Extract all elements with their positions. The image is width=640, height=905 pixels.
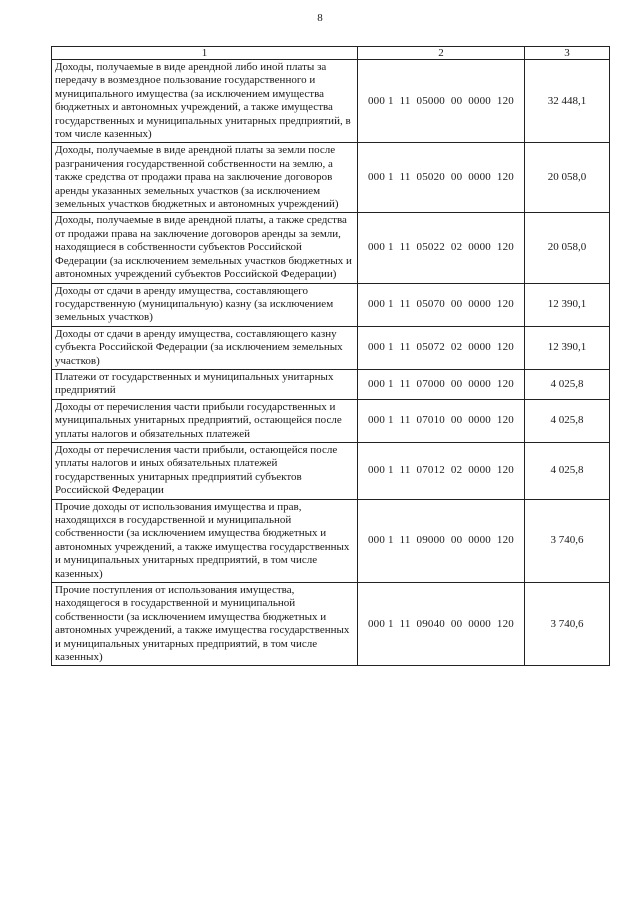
table-row [52,143,610,213]
row-amount: 12 390,1 [525,326,610,369]
column-header: 2 [358,47,525,60]
table-row [52,442,610,499]
table-row [52,213,610,283]
page-number: 8 [317,12,323,24]
table-row [52,283,610,326]
row-code: 000 1 11 05072 02 0000 120 [358,326,525,369]
row-code: 000 1 11 07010 00 0000 120 [358,399,525,442]
row-description: Доходы, получаемые в виде арендной платы за земли после разграничения государственной собственности на землю, а также средства от продажи права на заключение договоров аренды указанных земельных участков (за исключением земельных участков бюджетных и автономных учреждений) [52,143,358,213]
row-code: 000 1 11 07012 02 0000 120 [358,442,525,499]
row-description: Прочие поступления от использования имущества, находящегося в государственной и муниципальной собственности (за исключением имущества бюджетных и автономных учреждений, а также имущества государственных и муниципальных унитарных предприятий, в том числе казенных) [52,583,358,666]
row-code: 000 1 11 05000 00 0000 120 [358,60,525,143]
table-row [52,369,610,399]
row-code: 000 1 11 05070 00 0000 120 [358,283,525,326]
table-row [52,326,610,369]
row-code: 000 1 11 05020 00 0000 120 [358,143,525,213]
row-description: Доходы, получаемые в виде арендной либо иной платы за передачу в возмездное пользование государственного и муниципального имущества (за исключением имущества бюджетных и автономных учреждений, а также имущества государственных и муниципальных унитарных предприятий, в том числе казенных) [52,60,358,143]
row-amount: 20 058,0 [525,213,610,283]
row-amount: 12 390,1 [525,283,610,326]
column-header: 3 [525,47,610,60]
row-description: Доходы, получаемые в виде арендной платы, а также средства от продажи права на заключение договоров аренды за земли, находящиеся в собственности субъектов Российской Федерации (за исключением земельных участков бюджетных и автономных учреждений субъектов Российской Федерации) [52,213,358,283]
row-amount: 3 740,6 [525,583,610,666]
row-description: Доходы от перечисления части прибыли, остающейся после уплаты налогов и иных обязательных платежей государственных унитарных предприятий субъектов Российской Федерации [52,442,358,499]
row-description: Прочие доходы от использования имущества и прав, находящихся в государственной и муниципальной собственности (за исключением имущества бюджетных и автономных учреждений, а также имущества государственных и муниципальных унитарных предприятий, в том числе казенных) [52,499,358,582]
row-amount: 20 058,0 [525,143,610,213]
table-row [52,60,610,143]
table-header-row [52,47,610,60]
row-description: Доходы от сдачи в аренду имущества, составляющего государственную (муниципальную) казну (за исключением земельных участков) [52,283,358,326]
row-amount: 4 025,8 [525,442,610,499]
table-row [52,499,610,582]
row-amount: 3 740,6 [525,499,610,582]
row-code: 000 1 11 09000 00 0000 120 [358,499,525,582]
row-code: 000 1 11 05022 02 0000 120 [358,213,525,283]
row-description: Доходы от сдачи в аренду имущества, составляющего казну субъекта Российской Федерации (за исключением земельных участков) [52,326,358,369]
row-code: 000 1 11 07000 00 0000 120 [358,369,525,399]
column-header: 1 [52,47,358,60]
row-description: Платежи от государственных и муниципальных унитарных предприятий [52,369,358,399]
table-row [52,399,610,442]
table-row [52,583,610,666]
row-description: Доходы от перечисления части прибыли государственных и муниципальных унитарных предприятий, остающейся после уплаты налогов и обязательных платежей [52,399,358,442]
row-amount: 4 025,8 [525,369,610,399]
revenue-table [51,46,610,666]
row-amount: 32 448,1 [525,60,610,143]
row-amount: 4 025,8 [525,399,610,442]
row-code: 000 1 11 09040 00 0000 120 [358,583,525,666]
